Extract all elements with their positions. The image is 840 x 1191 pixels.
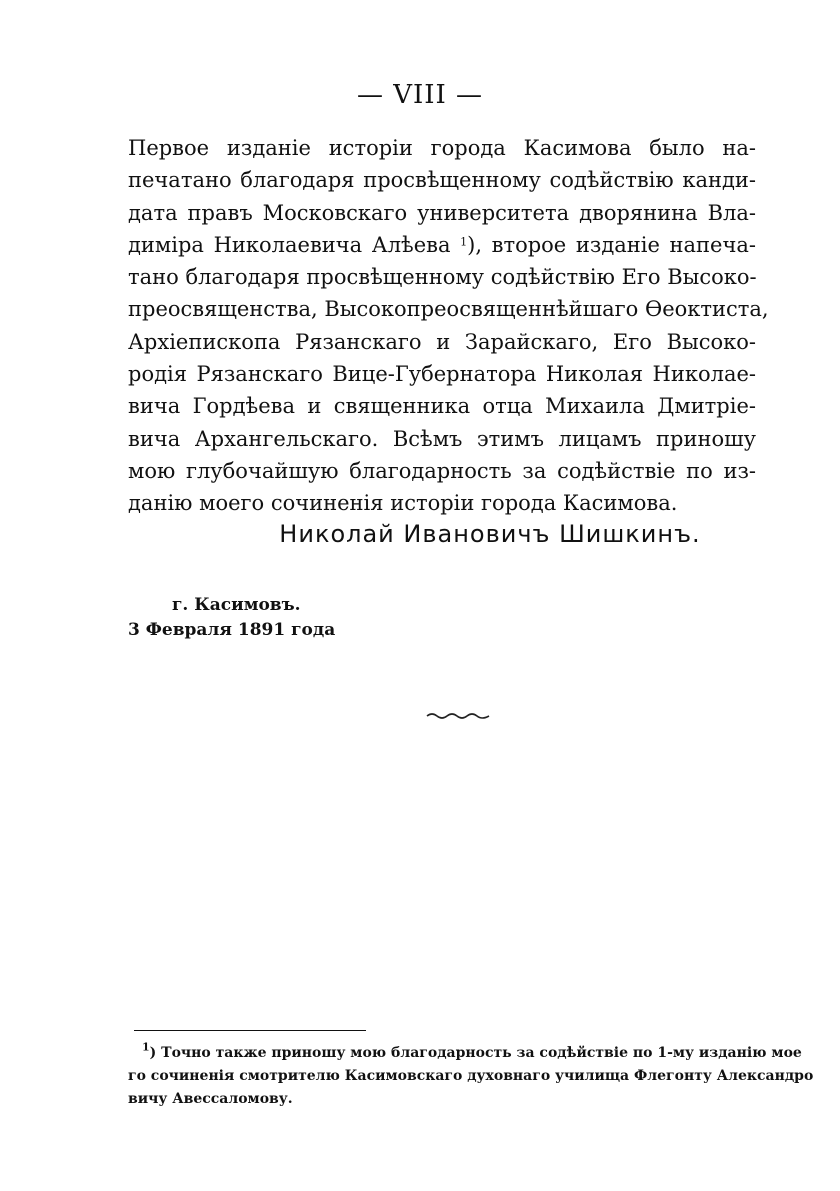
author-signature: Николай Ивановичъ Шишкинъ. [279,520,701,548]
text-line: вича Гордѣева и священника отца Михаила Дмитріе- [128,394,756,419]
text-line: вича Архангельскаго. Всѣмъ этимъ лицамъ приношу [128,426,756,451]
place-line: г. Касимовъ. [172,595,301,615]
page-number: — VIII — [356,80,484,110]
date-line: 3 Февраля 1891 года [128,620,336,640]
text-line-with-footnote [128,229,756,261]
text-line: тано благодаря просвѣщенному содѣйствію Его Высоко- [128,265,757,290]
footnote-line-text: ) Точно также приношу мою благодарность за содѣйствіе по 1-му изданію мое [149,1045,802,1061]
text-line: данію моего сочиненія исторіи города Касимова. [128,491,678,516]
text-line-head: диміра Николаевича Алѣева [128,232,451,257]
text-line: Первое изданіе исторіи города Касимова было на- [128,136,756,160]
text-line: печатано благодаря просвѣщенному содѣйствію канди- [128,168,756,193]
footnote [128,1040,814,1111]
text-line-tail: ), второе изданіе напеча- [467,232,756,257]
footnote-marker: 1 [142,1040,150,1054]
text-line: преосвященства, Высокопреосвященнѣйшаго Ѳеоктиста, [128,297,769,322]
footnote-reference: 1 [460,235,468,249]
footnote-line: го сочиненія смотрителю Касимовскаго духовнаго училища Флегонту Александро [128,1068,814,1084]
text-line: дата правъ Московскаго университета дворянина Вла- [128,200,756,225]
ornament-divider-icon [426,709,490,721]
footnote-line [128,1040,802,1065]
main-paragraph [128,132,769,520]
text-line: родія Рязанскаго Вице-Губернатора Николая Николае- [128,362,756,387]
footnote-line: вичу Авессаломову. [128,1091,293,1107]
text-line: мою глубочайшую благодарность за содѣйствіе по из- [128,458,756,483]
text-line: Архіепископа Рязанскаго и Зарайскаго, Его Высоко- [128,329,756,354]
footnote-divider [134,1030,366,1031]
